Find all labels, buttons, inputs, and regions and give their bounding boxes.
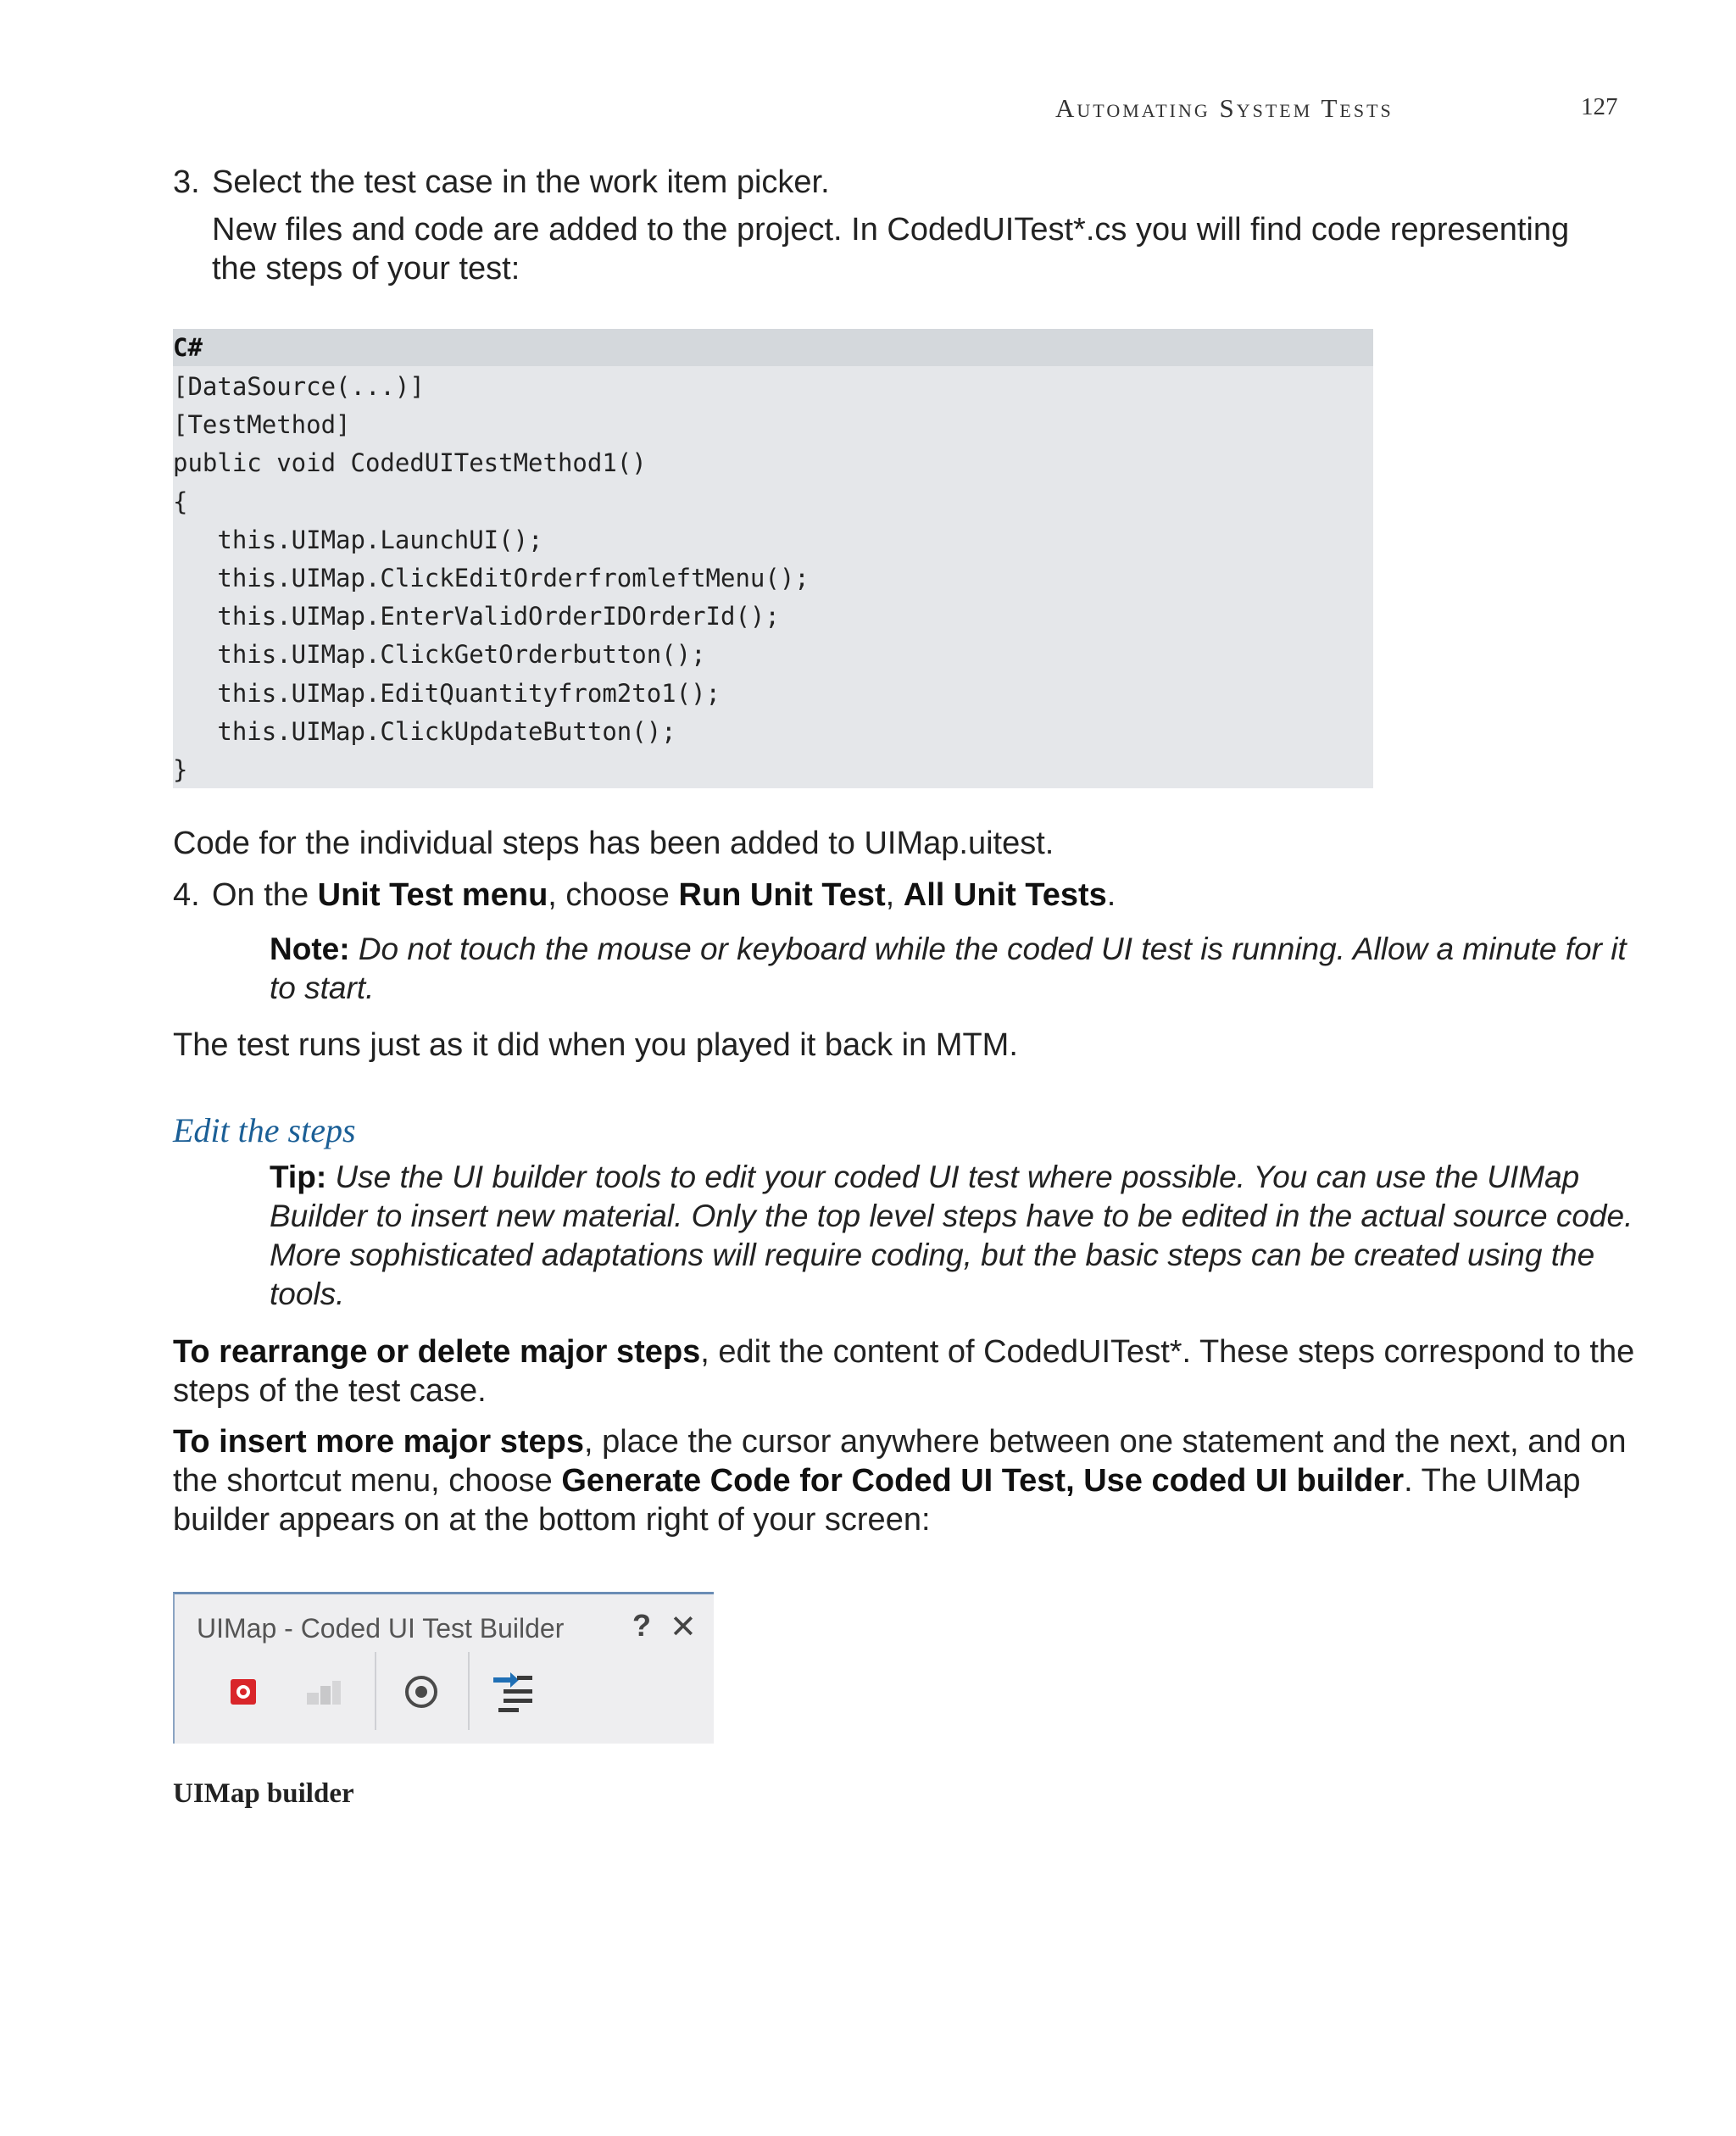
close-icon[interactable]: ✕	[670, 1610, 697, 1645]
rearrange-line-1	[173, 1332, 1634, 1371]
step-4-separator: ,	[885, 877, 904, 913]
note-line-1	[270, 930, 1627, 969]
insert-line-3: builder appears on at the bottom right of your screen:	[173, 1502, 931, 1538]
tip-text-2: Builder to insert new material. Only the top level steps have to be edited in the actual source code.	[270, 1199, 1633, 1233]
code-line: this.UIMap.EditQuantityfrom2to1();	[173, 678, 721, 708]
insert-line-2-end: . The UIMap	[1404, 1463, 1581, 1499]
step-3-description-line-2: the steps of your test:	[212, 251, 520, 286]
tip-text-4: tools.	[270, 1277, 345, 1311]
step-4-text-pre: On the	[212, 877, 318, 913]
step-4-run-unit-test: Run Unit Test	[678, 877, 886, 913]
insert-line-1	[173, 1422, 1626, 1461]
step-4-text-mid: , choose	[548, 877, 679, 913]
generate-code-icon[interactable]	[492, 1669, 536, 1722]
step-3-text: Select the test case in the work item picker.	[212, 164, 830, 200]
code-line: this.UIMap.ClickEditOrderfromleftMenu();	[173, 563, 810, 592]
running-header-title: Automating System Tests	[1055, 93, 1394, 123]
code-line: {	[173, 487, 188, 516]
note-line-2	[270, 969, 374, 1008]
step-4-text	[212, 876, 1116, 915]
pause-icon[interactable]	[305, 1677, 342, 1710]
tip-label: Tip:	[270, 1160, 327, 1194]
uimap-builder-window	[173, 1592, 714, 1744]
rearrange-line-2: steps of the test case.	[173, 1373, 487, 1409]
page-number: 127	[1581, 93, 1618, 120]
figure-caption: UIMap builder	[173, 1778, 354, 1809]
code-language-label: C#	[173, 329, 1373, 366]
note-label: Note:	[270, 932, 350, 966]
section-heading: Edit the steps	[173, 1111, 356, 1149]
rearrange-text: , edit the content of CodedUITest*. These steps correspond to the	[700, 1334, 1635, 1370]
code-line: [TestMethod]	[173, 410, 351, 440]
tip-line-3	[270, 1236, 1594, 1275]
code-line: this.UIMap.ClickUpdateButton();	[173, 716, 676, 746]
target-crosshair-icon[interactable]	[403, 1674, 439, 1714]
code-lines	[173, 366, 1373, 789]
code-block	[173, 329, 1373, 788]
insert-menu-command: Generate Code for Coded UI Test, Use coded UI builder	[561, 1463, 1405, 1499]
tip-line-4	[270, 1275, 344, 1314]
after-code-paragraph: Code for the individual steps has been added to UIMap.uitest.	[173, 826, 1054, 861]
step-4-all-unit-tests: All Unit Tests	[903, 877, 1107, 913]
builder-title: UIMap - Coded UI Test Builder	[197, 1613, 565, 1644]
step-3-description-line-1: New files and code are added to the project. In CodedUITest*.cs you will find code representing	[212, 212, 1570, 248]
step-4-text-end: .	[1106, 877, 1116, 913]
step-4-menu-name: Unit Test menu	[317, 877, 548, 913]
insert-line-2-pre: the shortcut menu, choose	[173, 1463, 562, 1499]
help-icon[interactable]: ?	[632, 1608, 651, 1643]
tip-line-2	[270, 1197, 1633, 1236]
insert-bold-lead: To insert more major steps	[173, 1424, 584, 1460]
toolbar-separator	[375, 1652, 376, 1730]
toolbar-separator	[468, 1652, 470, 1730]
step-4-number: 4.	[173, 877, 200, 913]
note-text-1: Do not touch the mouse or keyboard while the coded UI test is running. Allow a minute for it	[358, 932, 1627, 966]
tip-line-1	[270, 1158, 1579, 1197]
code-line: public void CodedUITestMethod1()	[173, 448, 647, 478]
step-3-number: 3.	[173, 164, 200, 200]
code-line: [DataSource(...)]	[173, 372, 425, 401]
insert-text: , place the cursor anywhere between one statement and the next, and on	[583, 1424, 1627, 1460]
code-line: this.UIMap.ClickGetOrderbutton();	[173, 640, 706, 670]
tip-text-3: More sophisticated adaptations will require coding, but the basic steps can be created using the	[270, 1238, 1595, 1272]
insert-line-2	[173, 1461, 1581, 1500]
test-runs-paragraph: The test runs just as it did when you played it back in MTM.	[173, 1027, 1018, 1063]
record-icon[interactable]	[229, 1677, 258, 1710]
code-line: this.UIMap.LaunchUI();	[173, 525, 543, 554]
code-line: }	[173, 754, 188, 784]
code-line: this.UIMap.EnterValidOrderIDOrderId();	[173, 602, 780, 631]
tip-text-1: Use the UI builder tools to edit your coded UI test where possible. You can use the UIMap	[335, 1160, 1580, 1194]
note-text-2: to start.	[270, 971, 375, 1005]
rearrange-bold-lead: To rearrange or delete major steps	[173, 1334, 701, 1370]
